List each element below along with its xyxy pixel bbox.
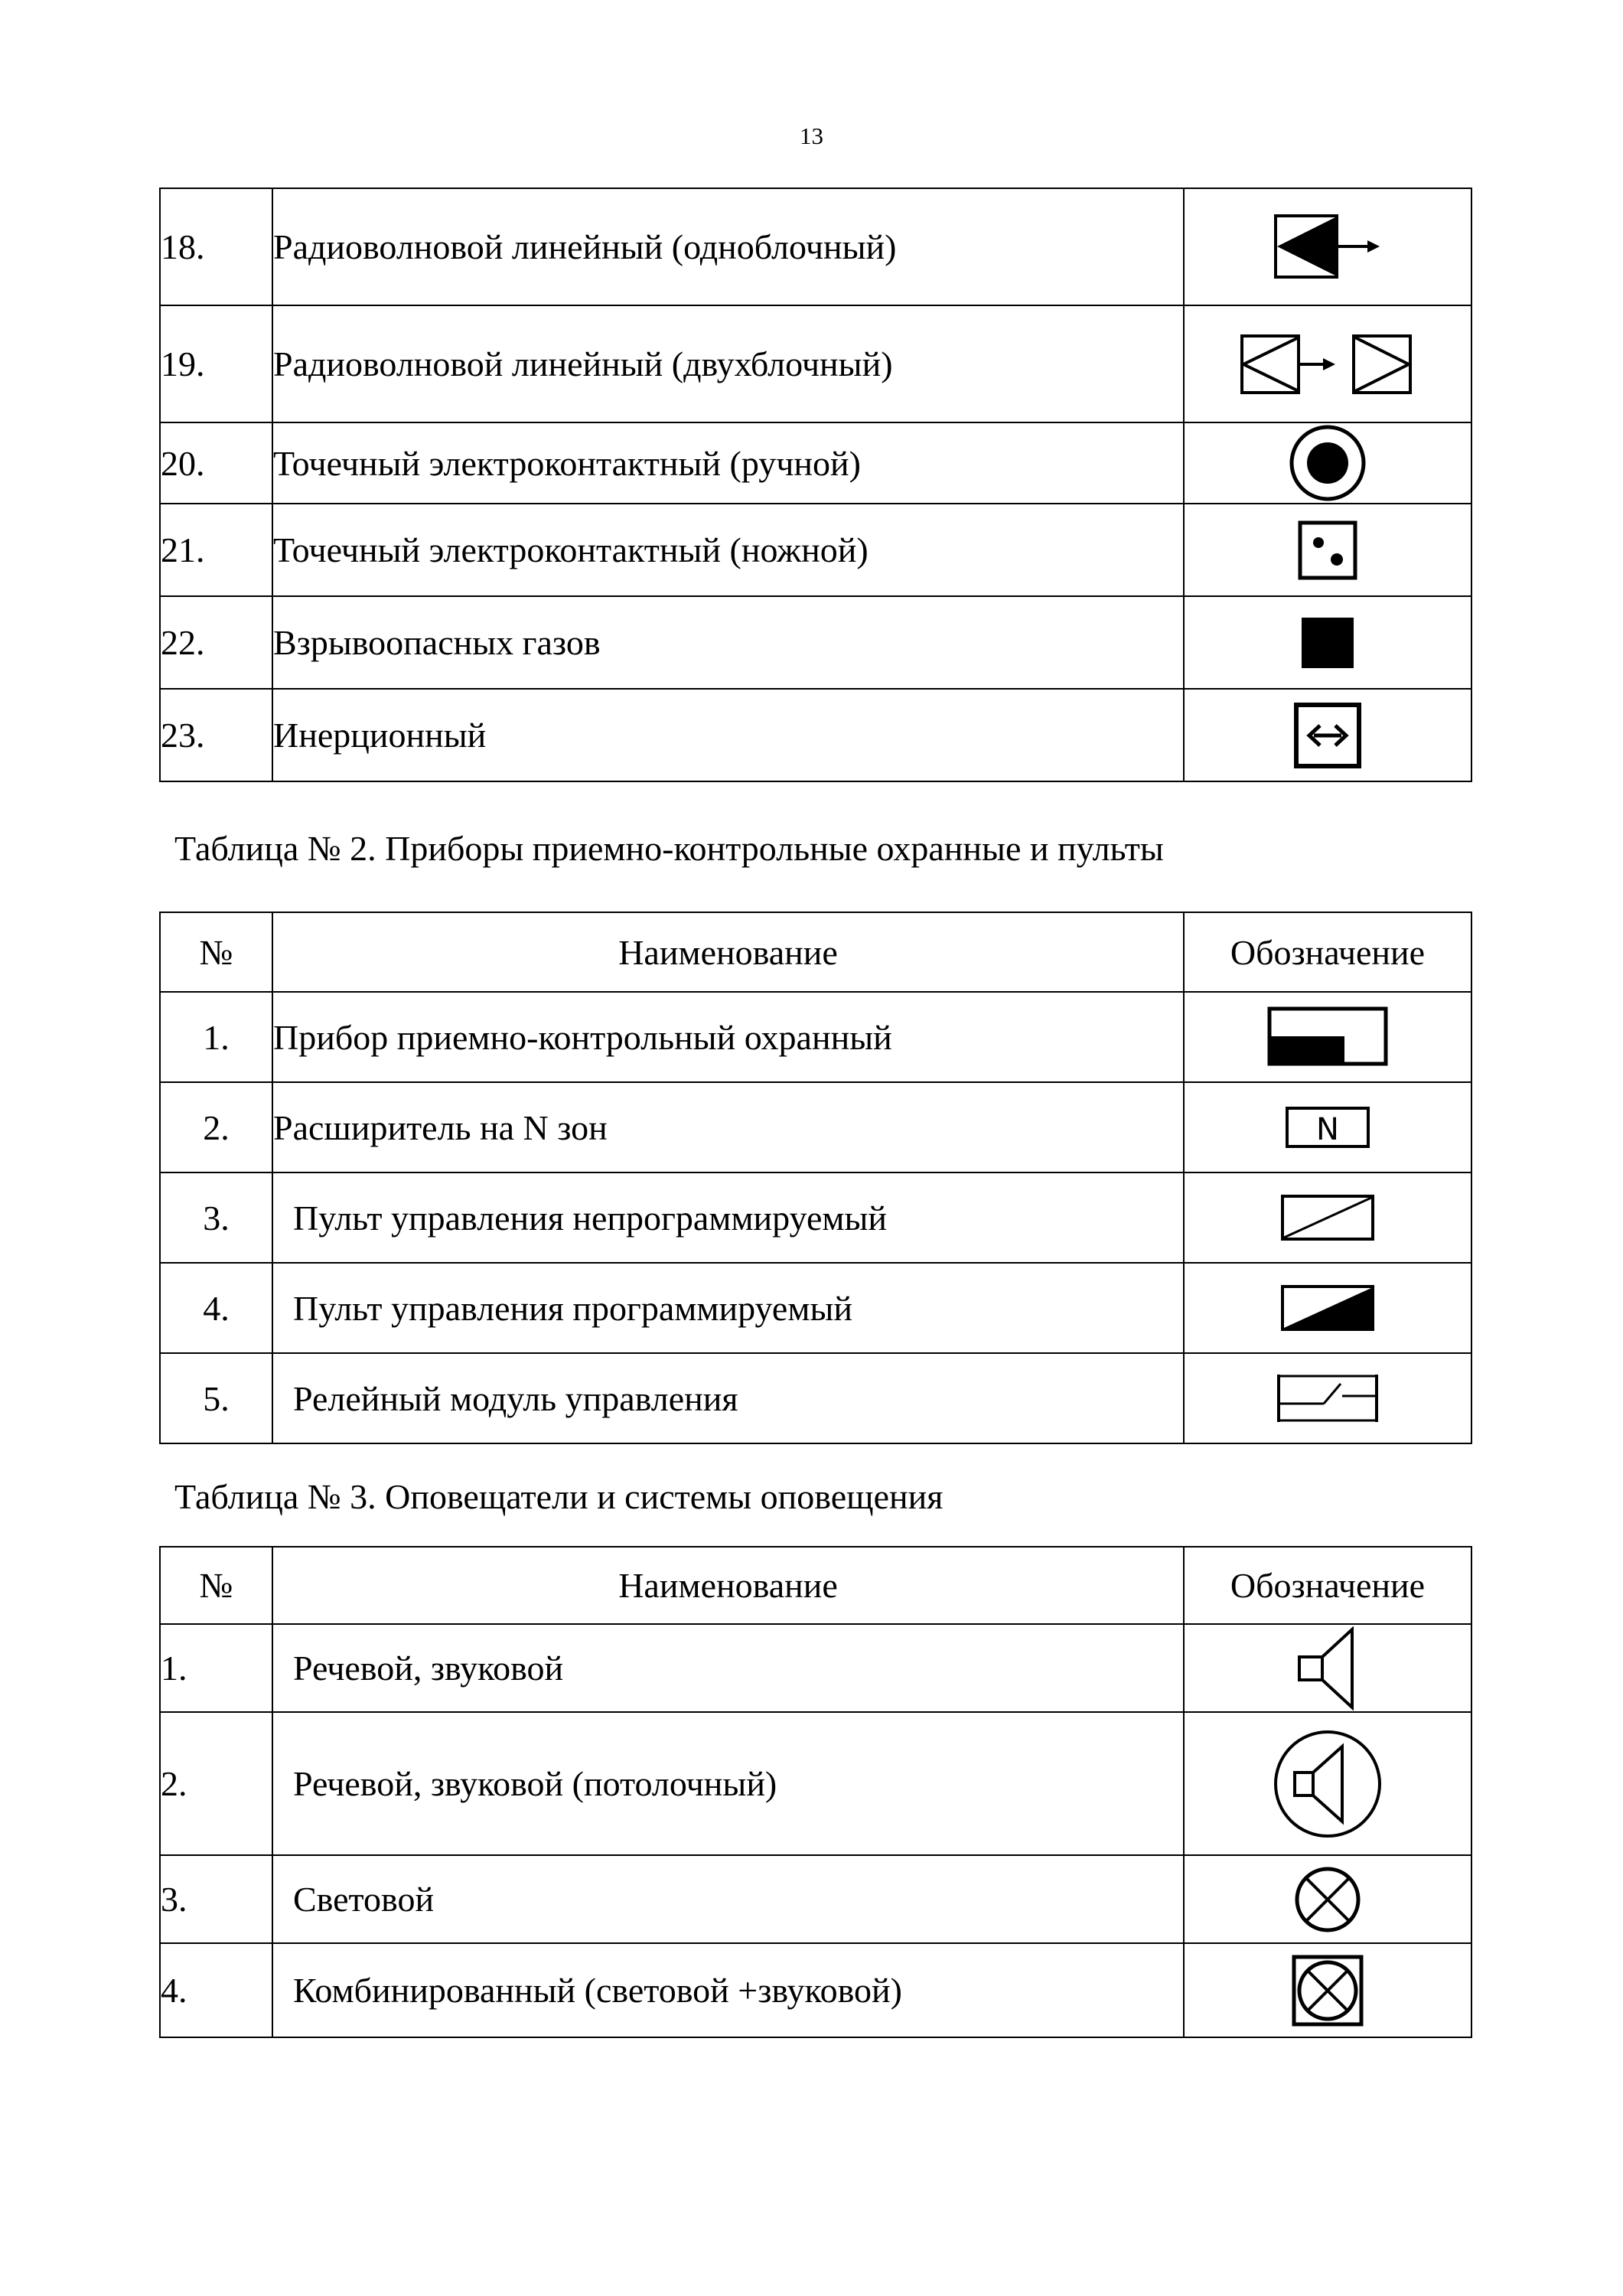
table-row — [160, 305, 1471, 422]
control-devices-table — [159, 912, 1472, 1444]
page-number: 13 — [800, 122, 823, 149]
table-row — [160, 1172, 1471, 1263]
table-row — [160, 1353, 1471, 1443]
row-number: 20. — [160, 422, 272, 504]
table-header-row — [160, 912, 1471, 992]
light-icon — [1294, 1866, 1361, 1933]
table3-caption: Таблица № 3. Оповещатели и системы оповещения — [174, 1477, 943, 1516]
explosive-gas-icon — [1302, 618, 1354, 668]
table-row — [160, 1082, 1471, 1172]
row-number: 2. — [160, 1082, 272, 1172]
row-name: Радиоволновой линейный (двухблочный) — [272, 305, 1184, 422]
table-header-row — [160, 1547, 1471, 1624]
row-number: 21. — [160, 504, 272, 596]
row-name: Расширитель на N зон — [272, 1082, 1184, 1172]
foot-contact-icon — [1298, 520, 1357, 580]
row-number: 3. — [160, 1172, 272, 1263]
header-number: № — [160, 912, 272, 992]
control-panel-icon — [1267, 1006, 1388, 1068]
row-number: 22. — [160, 596, 272, 689]
speaker-icon — [1297, 1626, 1358, 1711]
row-name: Радиоволновой линейный (одноблочный) — [272, 188, 1184, 305]
row-number: 4. — [160, 1943, 272, 2037]
row-number: 18. — [160, 188, 272, 305]
table-row — [160, 1855, 1471, 1943]
ceiling-speaker-icon — [1272, 1728, 1383, 1840]
relay-module-icon — [1276, 1373, 1379, 1424]
row-name: Взрывоопасных газов — [272, 596, 1184, 689]
row-name: Пульт управления программируемый — [272, 1263, 1184, 1353]
row-number: 3. — [160, 1855, 272, 1943]
row-name: Комбинированный (световой +звуковой) — [272, 1943, 1184, 2037]
row-name: Релейный модуль управления — [272, 1353, 1184, 1443]
combined-light-sound-icon — [1292, 1955, 1364, 2027]
nonprogrammable-console-icon — [1280, 1194, 1375, 1241]
table-row — [160, 1263, 1471, 1353]
row-name: Пульт управления непрограммируемый — [272, 1172, 1184, 1263]
row-number: 1. — [160, 1624, 272, 1712]
row-name: Точечный электроконтактный (ручной) — [272, 422, 1184, 504]
row-name: Световой — [272, 1855, 1184, 1943]
row-name: Прибор приемно-контрольный охранный — [272, 992, 1184, 1082]
table-row — [160, 1624, 1471, 1712]
row-number: 2. — [160, 1712, 272, 1855]
row-number: 23. — [160, 689, 272, 781]
row-number: 4. — [160, 1263, 272, 1353]
table-row — [160, 689, 1471, 781]
header-name: Наименование — [272, 912, 1184, 992]
row-number: 1. — [160, 992, 272, 1082]
programmable-console-icon — [1280, 1284, 1375, 1332]
table-row — [160, 596, 1471, 689]
header-symbol: Обозначение — [1184, 912, 1471, 992]
header-symbol: Обозначение — [1184, 1547, 1471, 1624]
notification-devices-table — [159, 1546, 1472, 2038]
row-name: Речевой, звуковой — [272, 1624, 1184, 1712]
row-name: Инерционный — [272, 689, 1184, 781]
zone-expander-label: N — [1316, 1112, 1339, 1147]
radiowave-two-block-icon — [1240, 333, 1415, 396]
table-row — [160, 504, 1471, 596]
table2-caption: Таблица № 2. Приборы приемно-контрольные охранные и пульты — [174, 829, 1164, 868]
table-row — [160, 422, 1471, 504]
table-row — [160, 188, 1471, 305]
table-row — [160, 1712, 1471, 1855]
row-number: 5. — [160, 1353, 272, 1443]
table-row — [160, 1943, 1471, 2037]
header-name: Наименование — [272, 1547, 1184, 1624]
table-row — [160, 992, 1471, 1082]
row-name: Речевой, звуковой (потолочный) — [272, 1712, 1184, 1855]
manual-contact-icon — [1288, 423, 1367, 503]
radiowave-single-block-icon — [1274, 213, 1381, 282]
zone-expander-icon — [1285, 1106, 1370, 1149]
row-number: 19. — [160, 305, 272, 422]
row-name: Точечный электроконтактный (ножной) — [272, 504, 1184, 596]
inertial-icon — [1294, 703, 1361, 768]
header-number: № — [160, 1547, 272, 1624]
detectors-table-continued — [159, 188, 1472, 782]
